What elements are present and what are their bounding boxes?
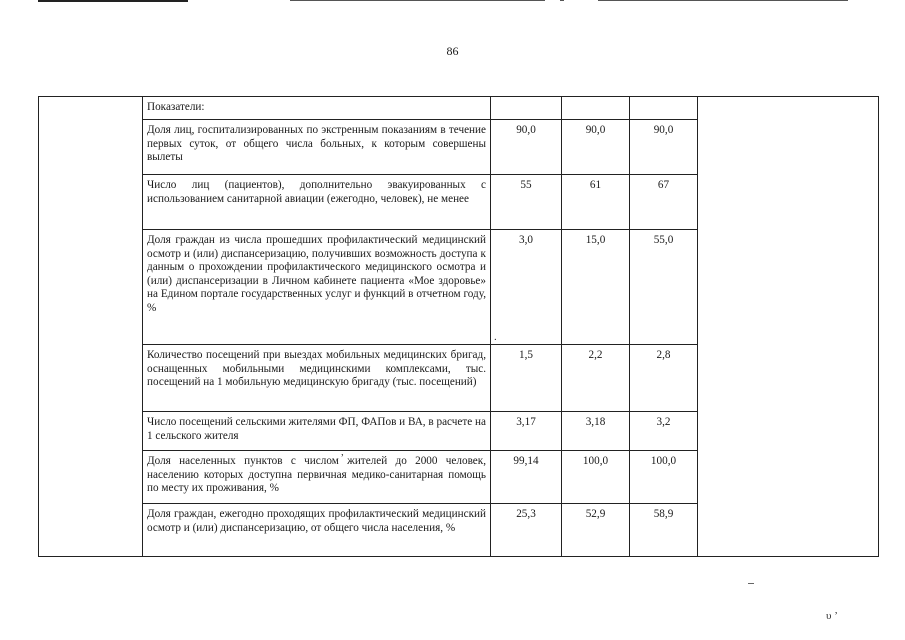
indicator-text: Число посещений сельскими жителями ФП, ФАПов и ВА, в расчете на 1 сельского жителя (143, 412, 491, 451)
stray-dot-mark: . (494, 331, 497, 343)
right-blank-cell (698, 97, 879, 557)
indicators-header-cell: Показатели: (143, 97, 491, 120)
value-cell: 100,0 (630, 451, 698, 504)
value-cell: 90,0 (562, 120, 630, 175)
left-blank-cell (39, 97, 143, 557)
value-cell: 67 (630, 175, 698, 230)
value-cell (562, 97, 630, 120)
value-cell (491, 97, 562, 120)
table-header-row (39, 97, 879, 120)
value-cell: 55 (491, 175, 562, 230)
value-cell: 25,3 (491, 504, 562, 557)
indicator-text: Количество посещений при выездах мобильных медицинских бригад, оснащенных мобильными медицинскими комплексами, тыс. посещений на 1 мобильную медицинскую бригаду (тыс. посещений) (143, 345, 491, 412)
scan-artifact-line (560, 0, 564, 1)
indicator-text: Доля населенных пунктов с числом жителей до 2000 человек, населению которых доступна первичная медико-санитарная помощь по месту их проживания, % (143, 451, 491, 504)
stray-comma-mark: , (341, 446, 344, 458)
value-cell: 1,5 (491, 345, 562, 412)
stray-corner-mark: υ ʼ (826, 610, 838, 622)
value-cell: 3,18 (562, 412, 630, 451)
value-cell: 52,9 (562, 504, 630, 557)
indicators-table (38, 96, 879, 557)
scan-artifact-line (290, 0, 545, 1)
indicator-text: Доля граждан, ежегодно проходящих профилактический медицинский осмотр и (или) диспансеризацию, от общего числа населения, % (143, 504, 491, 557)
value-cell: 3,2 (630, 412, 698, 451)
scan-artifact-line (748, 583, 754, 584)
value-cell: 3,0 (491, 230, 562, 345)
scan-artifact-line (598, 0, 848, 1)
value-cell: 61 (562, 175, 630, 230)
indicator-text: Доля лиц, госпитализированных по экстренным показаниям в течение первых суток, от общего числа больных, к которым совершены вылеты (143, 120, 491, 175)
value-cell (630, 97, 698, 120)
value-cell: 58,9 (630, 504, 698, 557)
indicator-text: Число лиц (пациентов), дополнительно эвакуированных с использованием санитарной авиации (ежегодно, человек), не менее (143, 175, 491, 230)
value-cell: 3,17 (491, 412, 562, 451)
page-number: 86 (446, 44, 459, 58)
value-cell: 99,14 (491, 451, 562, 504)
value-cell: 2,8 (630, 345, 698, 412)
value-cell: 100,0 (562, 451, 630, 504)
scan-artifact-line (38, 0, 188, 2)
value-cell: 90,0 (630, 120, 698, 175)
value-cell: 2,2 (562, 345, 630, 412)
indicator-text: Доля граждан из числа прошедших профилактический медицинский осмотр и (или) диспансеризацию, получивших возможность доступа к данным о прохождении профилактического медицинского осмотра и (или) диспансеризации в Личном кабинете пациента «Мое здоровье» на Едином портале государственных услуг и функций в отчетном году, % (143, 230, 491, 345)
value-cell: 90,0 (491, 120, 562, 175)
value-cell: 55,0 (630, 230, 698, 345)
value-cell: 15,0 (562, 230, 630, 345)
